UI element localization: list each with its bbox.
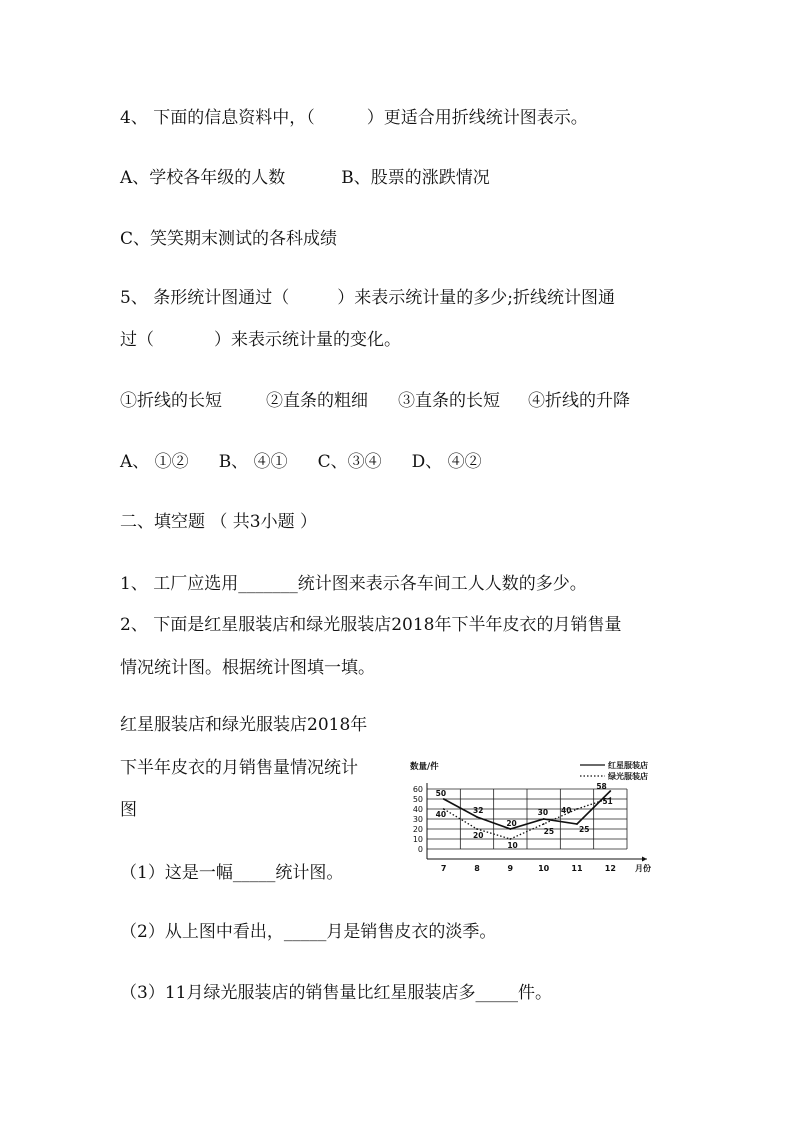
y-tick-label: 0 [417,845,423,854]
y-tick-label: 10 [412,835,423,844]
q4-stem [120,106,588,130]
data-label: 10 [507,841,518,850]
q5-choice-c: C、③④ [317,452,382,472]
data-label: 20 [473,831,484,840]
data-point [543,818,545,820]
y-axis-title: 数量/件 [410,762,439,772]
q5-line1-part2: ）来表示统计量的多少;折线统计图通 [337,288,615,308]
data-label: 25 [543,827,555,836]
q5-choices-row [120,450,482,474]
q5-line2 [120,328,401,352]
s2-q2-line2: 情况统计图。根据统计图填一填。 [120,658,375,678]
q5-item-4: ④折线的升降 [528,391,630,411]
q5-choice-a: A、 ①② [120,452,189,472]
y-tick-label: 50 [412,795,423,804]
data-point [509,828,511,830]
data-label: 40 [561,806,572,815]
chart-caption-line3: 图 [120,800,137,820]
data-label: 50 [435,789,447,798]
q5-line1-part1: 5、 条形统计图通过（ [120,288,290,308]
data-label: 40 [435,810,447,819]
q5-line2-part2: ）来表示统计量的变化。 [214,330,401,350]
y-tick-label: 20 [412,825,423,834]
q4-stem-part2: ）更适合用折线统计图表示。 [366,108,588,128]
s2-sub2: （2）从上图中看出，_____月是销售皮衣的淡季。 [120,922,497,942]
data-point [476,816,478,818]
q5-choice-b: B、 ④① [218,452,288,472]
q5-line1 [120,286,615,310]
data-point [609,790,611,792]
data-label: 20 [506,819,517,828]
data-point [543,823,545,825]
x-axis-arrow [642,857,647,862]
q5-items-row [120,389,630,413]
x-tick-label: 8 [474,864,480,873]
q5-line2-part1: 过（ [120,330,154,350]
data-point [509,838,511,840]
q5-item-3: ③直条的长短 [398,391,500,411]
y-tick-label: 30 [412,815,423,824]
x-axis-title: 月份 [635,864,651,873]
s2-q2-line1: 2、 下面是红星服装店和绿光服装店2018年下半年皮衣的月销售量 [120,615,622,635]
x-tick-label: 11 [571,864,583,873]
sales-line-chart [400,755,680,885]
q4-stem-part1: 4、 下面的信息资料中，（ [120,108,315,128]
legend-label: 绿光服装店 [608,772,648,781]
x-tick-label: 12 [604,864,616,873]
data-point [576,823,578,825]
data-label: 58 [596,782,607,791]
q5-item-2: ②直条的粗细 [266,391,368,411]
x-tick-label: 7 [440,864,447,873]
y-tick-label: 60 [412,785,423,794]
section2-heading: 二、填空题 （ 共3小题 ） [120,512,318,532]
chart-caption-line2: 下半年皮衣的月销售量情况统计 [120,758,358,778]
x-tick-label: 10 [538,864,550,873]
data-point [443,798,445,800]
q4-option-c: C、笑笑期末测试的各科成绩 [120,229,338,249]
q4-option-a: A、学校各年级的人数 [120,168,286,188]
data-label: 30 [537,808,549,817]
chart-caption-line1: 红星服装店和绿光服装店2018年 [120,715,368,735]
q4-option-b: B、股票的涨跌情况 [341,168,490,188]
data-label: 32 [473,806,484,815]
data-point [476,828,478,830]
q5-choice-d: D、 ④② [411,452,482,472]
s2-q1: 1、 工厂应选用_______统计图来表示各车间工人人数的多少。 [120,574,587,594]
y-tick-label: 40 [412,805,423,814]
q4-options-row [120,166,490,190]
data-point [576,808,578,810]
data-label: 51 [602,797,613,806]
q5-item-1: ①折线的长短 [120,391,222,411]
x-tick-label: 9 [507,864,514,873]
s2-sub1: （1）这是一幅_____统计图。 [120,863,344,883]
legend-label: 红星服装店 [608,761,648,770]
s2-sub3: （3）11月绿光服装店的销售量比红星服装店多_____件。 [120,983,552,1003]
data-label: 25 [579,825,590,834]
